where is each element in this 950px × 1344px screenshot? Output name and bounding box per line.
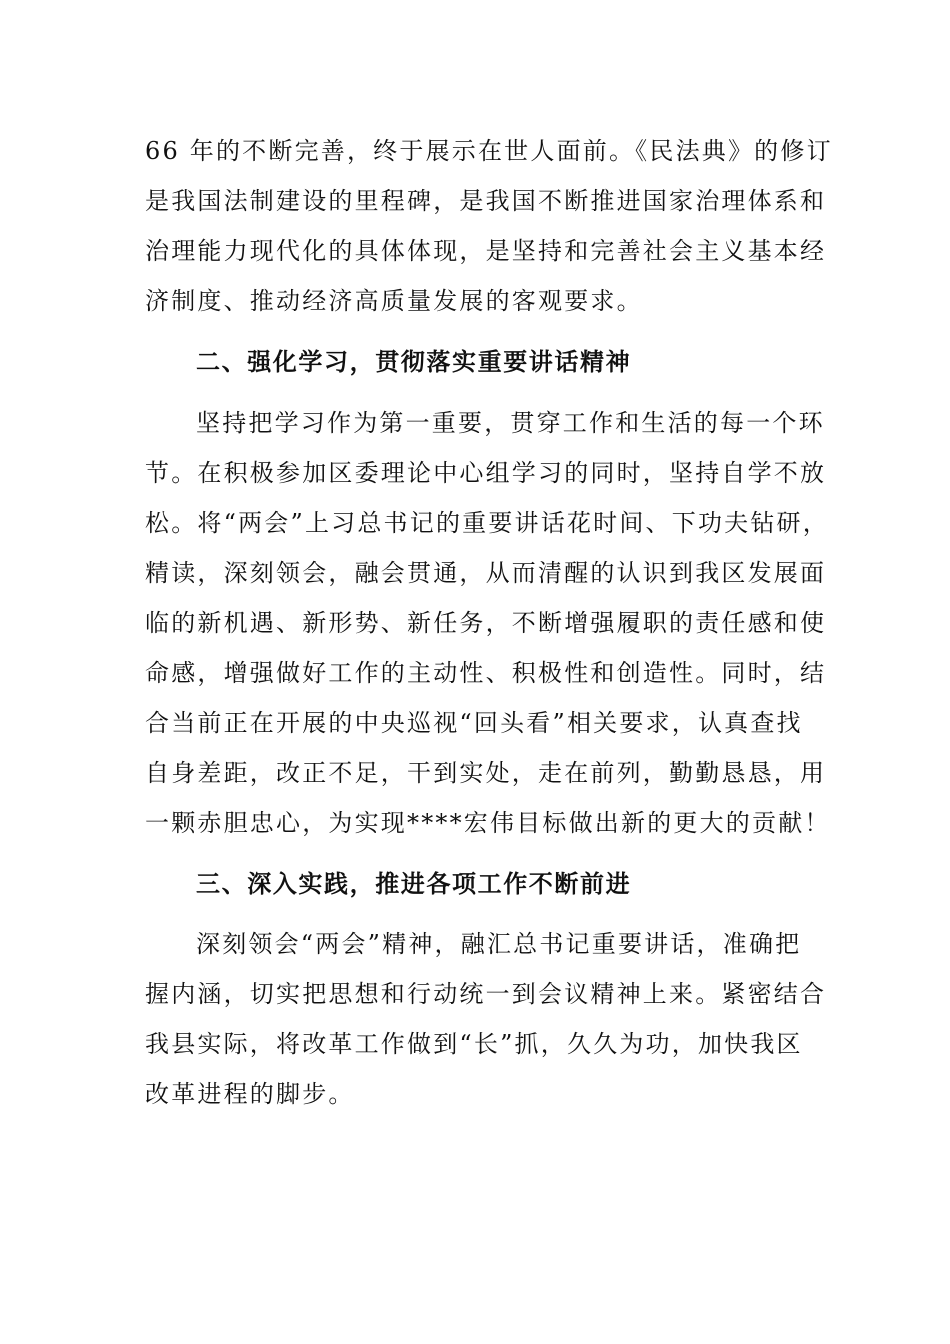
- paragraph-line: 坚持把学习作为第一重要，贯穿工作和生活的每一个环: [196, 409, 825, 437]
- paragraph-line: 一颗赤胆忠心，为实现****宏伟目标做出新的更大的贡献！: [145, 809, 831, 837]
- paragraph-line: 自身差距，改正不足，干到实处，走在前列，勤勤恳恳，用: [145, 759, 827, 787]
- paragraph-line: 精读，深刻领会，融会贯通，从而清醒的认识到我区发展面: [145, 559, 827, 587]
- paragraph-line: 我县实际，将改革工作做到“长”抓，久久为功，加快我区: [145, 1030, 803, 1058]
- section-heading: 二、强化学习，贯彻落实重要讲话精神: [196, 348, 632, 376]
- section-heading: 三、深入实践，推进各项工作不断前进: [196, 870, 632, 898]
- paragraph-line: 合当前正在开展的中央巡视“回头看”相关要求，认真查找: [145, 709, 803, 737]
- paragraph-line: 改革进程的脚步。: [145, 1080, 355, 1108]
- paragraph-line: 是我国法制建设的里程碑，是我国不断推进国家治理体系和: [145, 187, 827, 215]
- paragraph-line: 命感，增强做好工作的主动性、积极性和创造性。同时，结: [145, 659, 827, 687]
- paragraph-line: 深刻领会“两会”精神，融汇总书记重要讲话，准确把: [196, 930, 802, 958]
- paragraph-line: 松。将“两会”上习总书记的重要讲话花时间、下功夫钻研，: [145, 509, 829, 537]
- paragraph-line: 济制度、推动经济高质量发展的客观要求。: [145, 287, 643, 315]
- paragraph-line: 节。在积极参加区委理论中心组学习的同时，坚持自学不放: [145, 459, 827, 487]
- paragraph-line: 握内涵，切实把思想和行动统一到会议精神上来。紧密结合: [145, 980, 827, 1008]
- paragraph-line: 临的新机遇、新形势、新任务，不断增强履职的责任感和使: [145, 609, 827, 637]
- paragraph-line: 治理能力现代化的具体体现，是坚持和完善社会主义基本经: [145, 237, 827, 265]
- paragraph-line: 66 年的不断完善，终于展示在世人面前。《民法典》的修订: [145, 137, 833, 165]
